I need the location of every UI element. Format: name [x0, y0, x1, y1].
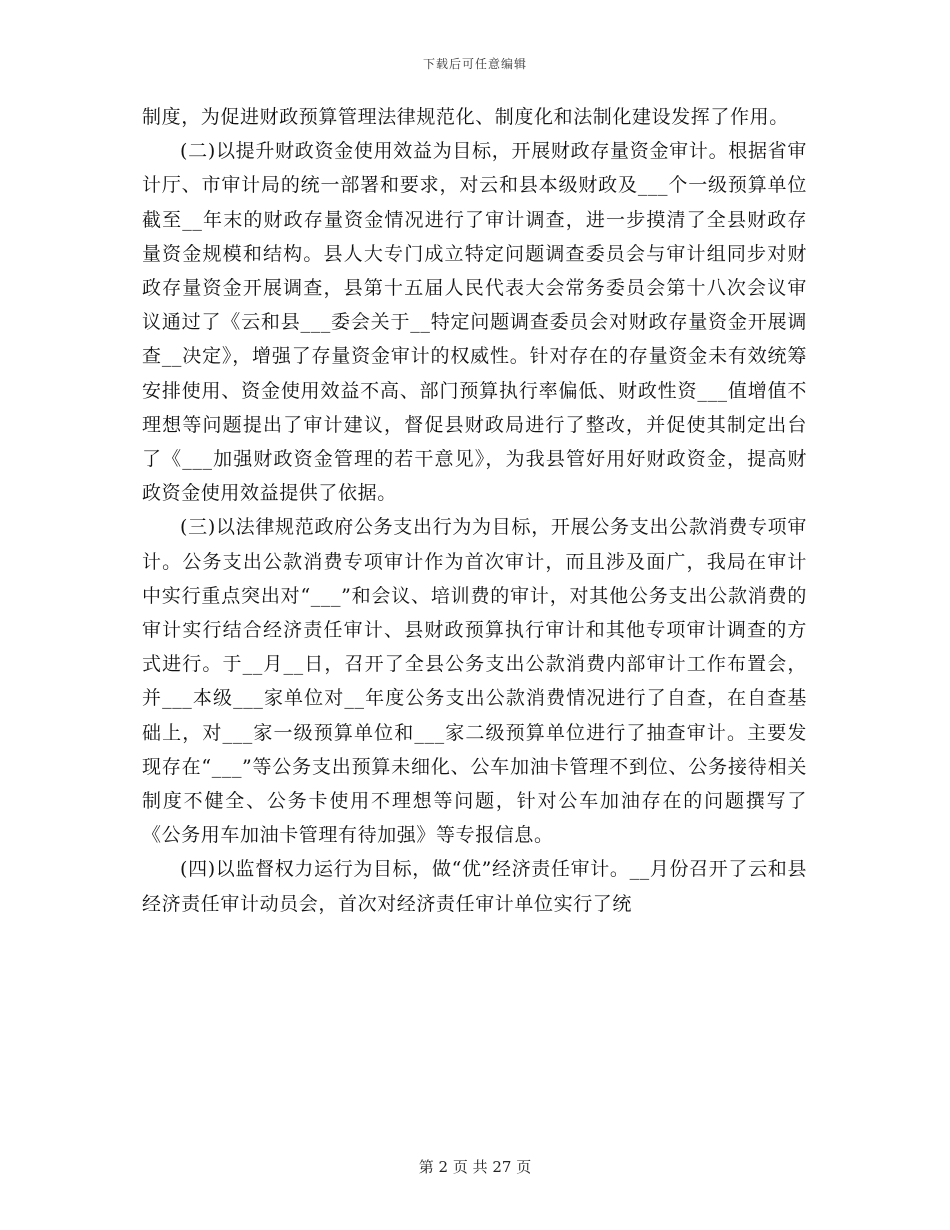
paragraph-1: 制度，为促进财政预算管理法律规范化、制度化和法制化建设发挥了作用。 [142, 106, 789, 128]
paragraph-2: (二)以提升财政资金使用效益为目标，开展财政存量资金审计。根据省审计厅、市审计局的统一部署和要求，对云和县本级财政及___个一级预算单位截至__年末的财政存量资金情况进行了审计调查，进一步摸清了全县财政存量资金规模和结构。县人大专门成立特定问题调查委员会与审计组同步对财政存量资金开展调查，县第十五届人民代表大会常务委员会第十八次会议审议通过了《云和县___委会关于__特定问题调查委员会对财政存量资金开展调查__决定》，增强了存量资金审计的权威性。针对存在的存量资金未有效统筹安排使用、资金使用效益不高、部门预算执行率偏低、财政性资___值增值不理想等问题提出了审计建议，督促县财政局进行了整改，并促使其制定出台了《___加强财政资金管理的若干意见》，为我县管好用好财政资金，提高财政资金使用效益提供了依据。 [142, 140, 807, 505]
page-number-footer: 第 2 页 共 27 页 [418, 1158, 532, 1176]
document-body [142, 100, 807, 921]
paragraph-3: (三)以法律规范政府公务支出行为为目标，开展公务支出公款消费专项审计。公务支出公款消费专项审计作为首次审计，而且涉及面广，我局在审计中实行重点突出对“___”和会议、培训费的审计，对其他公务支出公款消费的审计实行结合经济责任审计、县财政预算执行审计和其他专项审计调查的方式进行。于__月__日，召开了全县公务支出公款消费内部审计工作布置会，并___本级___家单位对__年度公务支出公款消费情况进行了自查，在自查基础上，对___家一级预算单位和___家二级预算单位进行了抽查审计。主要发现存在“___”等公务支出预算未细化、公车加油卡管理不到位、公务接待相关制度不健全、公务卡使用不理想等问题，针对公车加油存在的问题撰写了《公务用车加油卡管理有待加强》等专报信息。 [142, 516, 807, 847]
paragraph-4: (四)以监督权力运行为目标，做“优”经济责任审计。__月份召开了云和县经济责任审计动员会，首次对经济责任审计单位实行了统 [142, 858, 807, 915]
page-header-note: 下载后可任意编辑 [422, 57, 527, 71]
